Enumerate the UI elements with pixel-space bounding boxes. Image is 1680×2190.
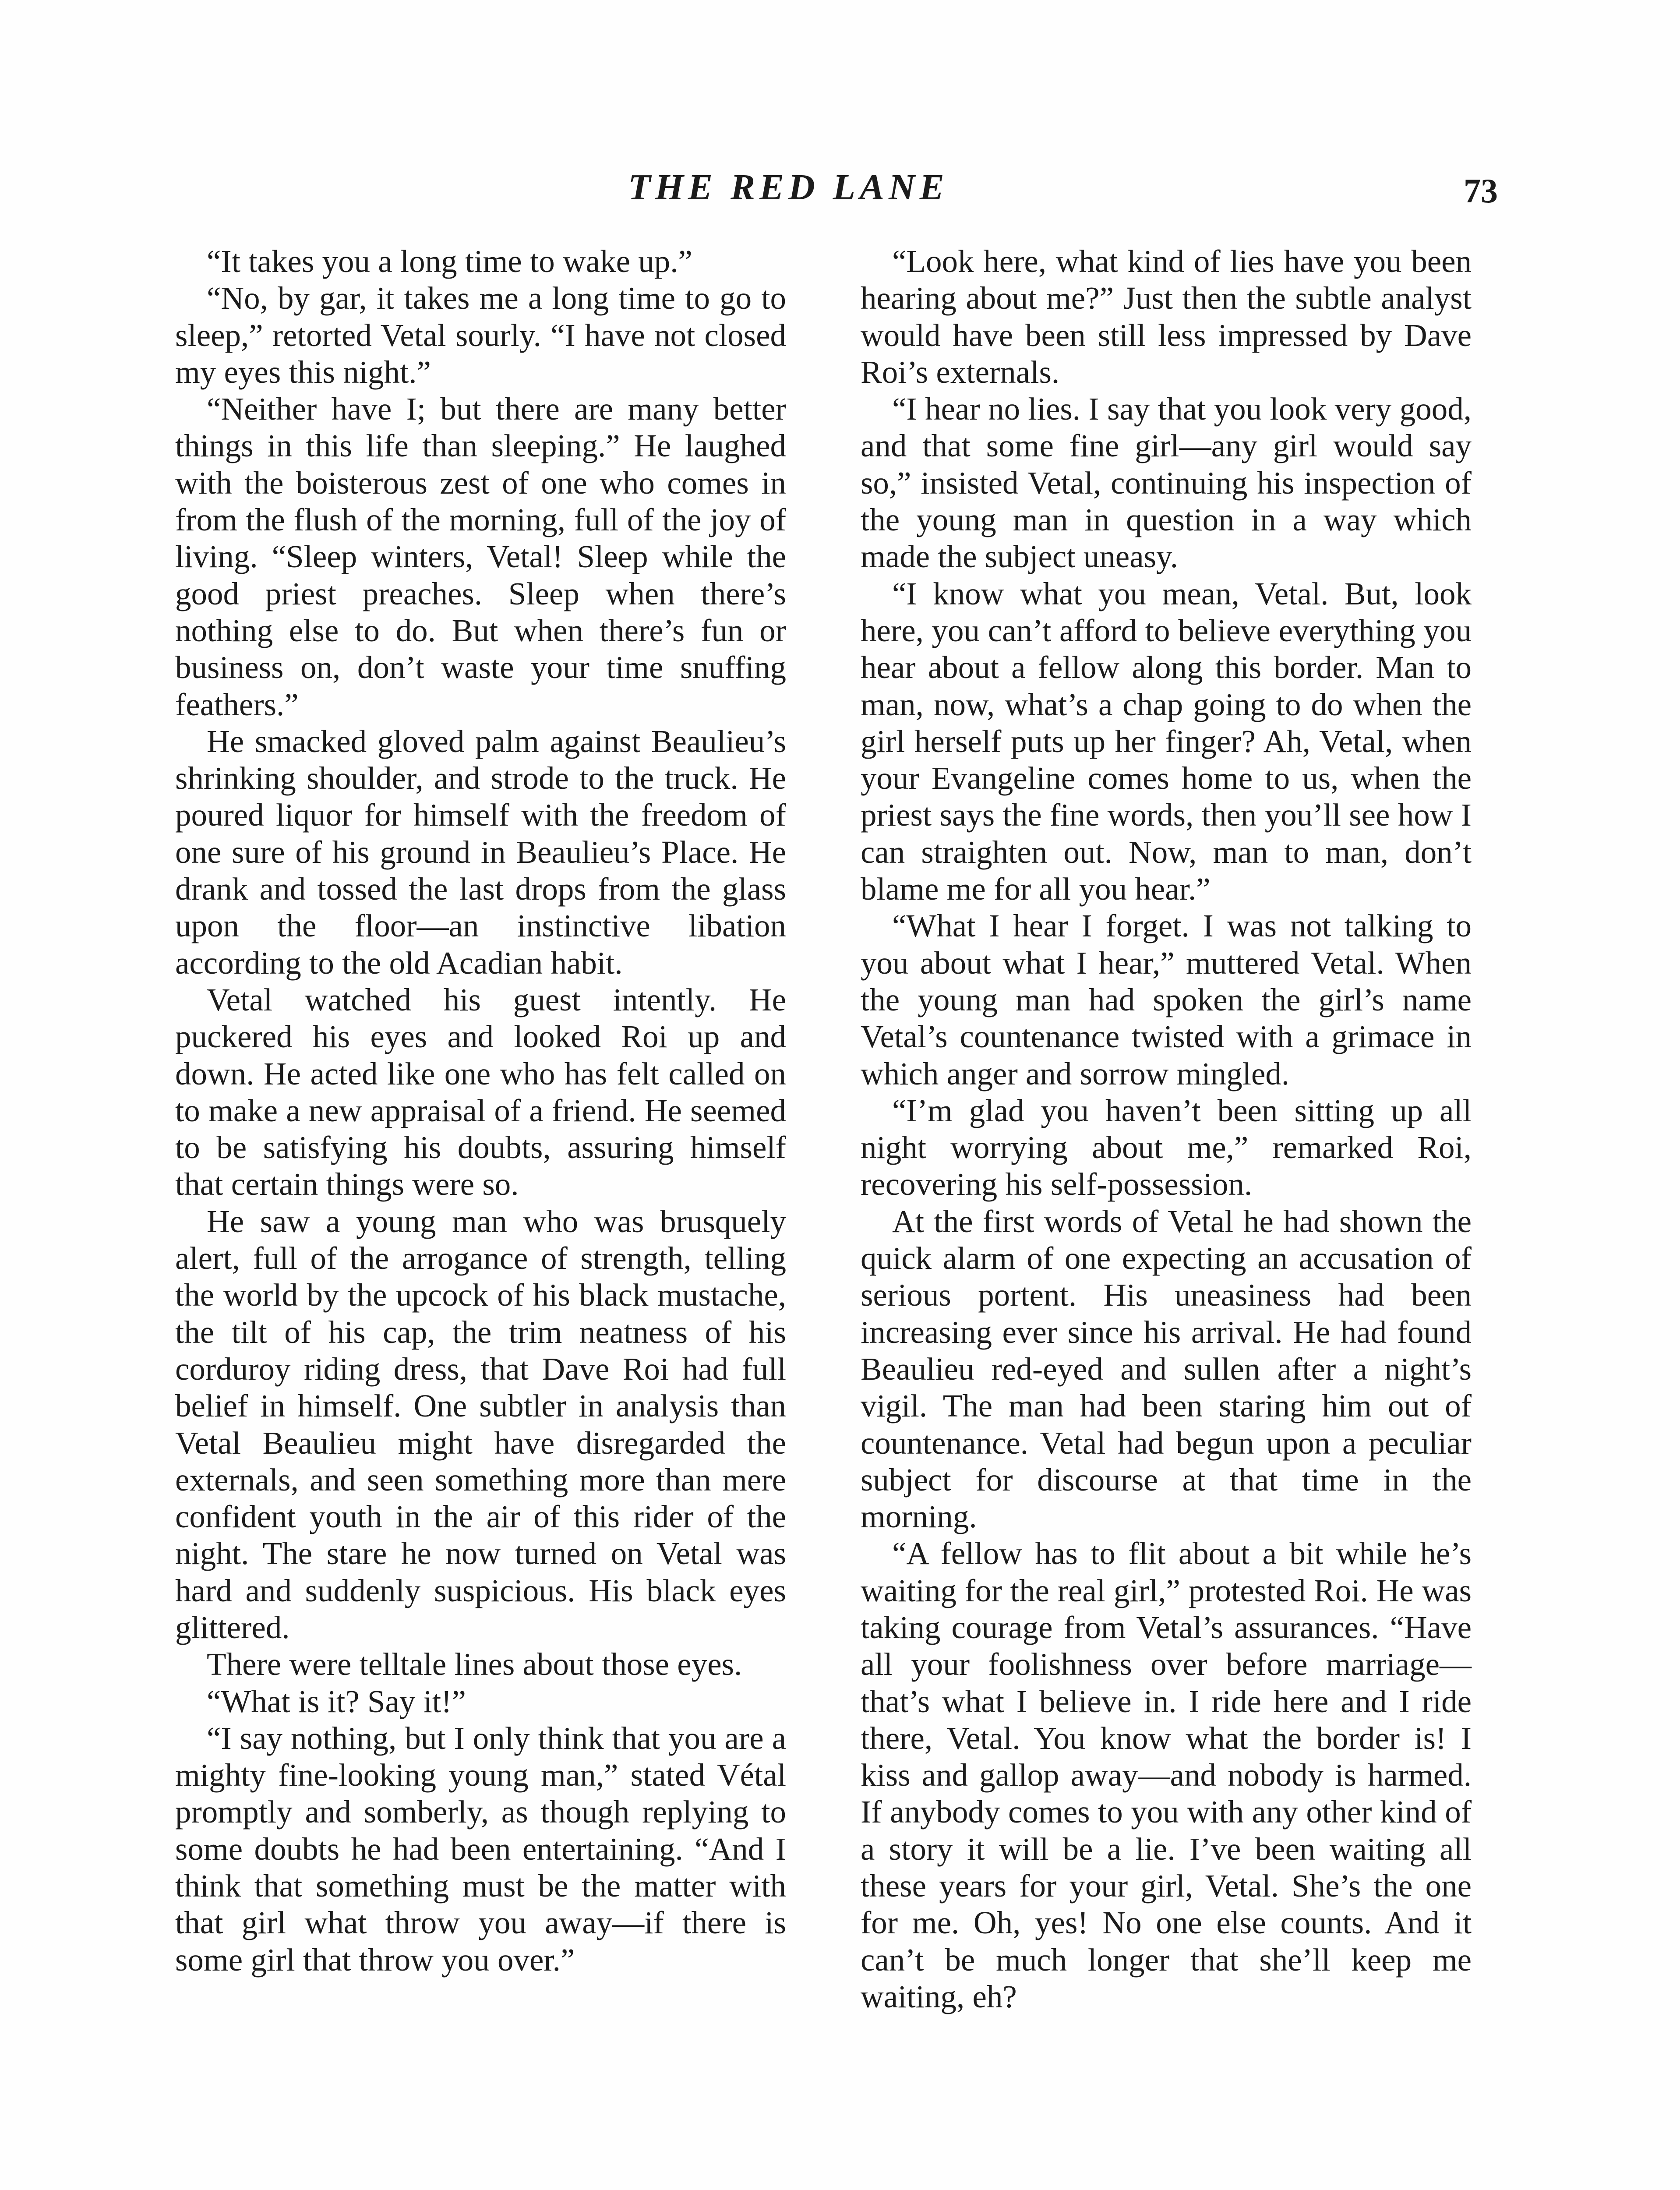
paragraph: “It takes you a long time to wake up.” <box>207 244 692 279</box>
paragraph: “What I hear I forget. I was not talking to you about what I hear,” muttered Vetal. When the young man had spoken the girl’s name Vetal’s countenance twisted with a grimace in which anger and sorrow mingled. <box>861 908 1472 1091</box>
paragraph: “A fellow has to flit about a bit while he’s waiting for the real girl,” protested Roi. He was taking courage from Vetal’s assurances. “Have all your foolishness over before marriage—that’s what I believe in. I ride here and I ride there, Vetal. You know what the border is! I kiss and gallop away—and nobody is harmed. If anybody comes to you with any other kind of a story it will be a lie. I’ve been waiting all these years for your girl, Vetal. She’s the one for me. Oh, yes! No one else counts. And it can’t be much longer that she’ll keep me waiting, eh? <box>861 1536 1472 2014</box>
text-column-right <box>861 243 1472 2015</box>
paragraph: He smacked gloved palm against Beaulieu’s shrinking shoulder, and strode to the truck. He poured liquor for himself with the freedom of one sure of his ground in Beaulieu’s Place. He drank and tossed the last drops from the glass upon the floor—an instinctive libation according to the old Acadian habit. <box>175 723 786 981</box>
running-title: THE RED LANE <box>628 167 949 208</box>
paragraph: “No, by gar, it takes me a long time to go to sleep,” retorted Vetal sourly. “I have not closed my eyes this night.” <box>175 280 786 390</box>
paragraph: At the first words of Vetal he had shown the quick alarm of one expecting an accusation of serious portent. His uneasiness had been increasing ever since his arrival. He had found Beaulieu red-eyed and sullen after a night’s vigil. The man had been staring him out of countenance. Vetal had begun upon a peculiar subject for discourse at that time in the morning. <box>861 1203 1472 1535</box>
running-header <box>0 166 1680 218</box>
paragraph: “I hear no lies. I say that you look very good, and that some fine girl—any girl would say so,” insisted Vetal, continuing his inspection of the young man in question in a way which made the subject uneasy. <box>861 391 1472 575</box>
paragraph: “I know what you mean, Vetal. But, look here, you can’t afford to believe everything you hear about a fellow along this border. Man to man, now, what’s a chap going to do when the girl herself puts up her finger? Ah, Vetal, when your Evangeline comes home to us, when the priest says the fine words, then you’ll see how I can straighten out. Now, man to man, don’t blame me for all you hear.” <box>861 576 1472 907</box>
paragraph: He saw a young man who was brusquely alert, full of the arrogance of strength, telling the world by the upcock of his black mustache, the tilt of his cap, the trim neatness of his corduroy riding dress, that Dave Roi had full belief in himself. One subtler in analysis than Vetal Beaulieu might have disregarded the externals, and seen something more than mere confident youth in the air of this rider of the night. The stare he now turned on Vetal was hard and suddenly suspicious. His black eyes glittered. <box>175 1203 786 1645</box>
paragraph: “I say nothing, but I only think that you are a mighty fine-looking young man,” stated Vétal promptly and somberly, as though replying to some doubts he had been entertaining. “And I think that something must be the matter with that girl what throw you away—if there is some girl that throw you over.” <box>175 1720 786 1978</box>
paragraph: There were telltale lines about those eyes. <box>207 1646 742 1682</box>
paragraph: Vetal watched his guest intently. He puckered his eyes and looked Roi up and down. He acted like one who has felt called on to make a new appraisal of a friend. He seemed to be satisfying his doubts, assuring himself that certain things were so. <box>175 982 786 1202</box>
text-column-left <box>175 243 786 1978</box>
paragraph: “Neither have I; but there are many better things in this life than sleeping.” He laughed with the boisterous zest of one who comes in from the flush of the morning, full of the joy of living. “Sleep winters, Vetal! Sleep while the good priest preaches. Sleep when there’s nothing else to do. But when there’s fun or business on, don’t waste your time snuffing feathers.” <box>175 391 786 722</box>
paragraph: “I’m glad you haven’t been sitting up all night worrying about me,” remarked Roi, recovering his self-possession. <box>861 1092 1472 1202</box>
page-number: 73 <box>1464 172 1498 210</box>
paragraph: “Look here, what kind of lies have you been hearing about me?” Just then the subtle analyst would have been still less impressed by Dave Roi’s externals. <box>861 244 1472 390</box>
paragraph: “What is it? Say it!” <box>207 1683 466 1719</box>
